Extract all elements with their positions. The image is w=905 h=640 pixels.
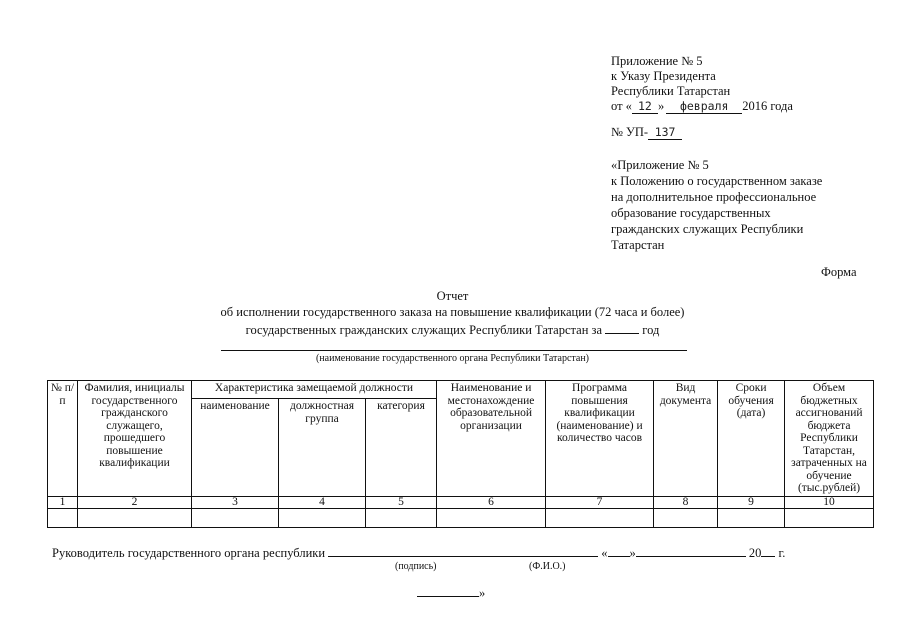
org-caption: (наименование государственного органа Республики Татарстан)	[315, 353, 590, 364]
date-month: февраля	[666, 99, 742, 114]
table-header-row	[48, 381, 874, 399]
col-number: 1	[48, 496, 78, 508]
table-cell	[546, 508, 654, 527]
col-number: 8	[654, 496, 718, 508]
fio-caption: (Ф.И.О.)	[529, 561, 566, 572]
col-number: 7	[546, 496, 654, 508]
signature-blank	[328, 544, 598, 557]
appendix-date	[611, 99, 793, 114]
date-mid: »	[657, 99, 665, 113]
table-cell	[654, 508, 718, 527]
date-day: 12	[632, 99, 658, 114]
header-doc: Вид документа	[654, 381, 718, 497]
year-blank	[605, 321, 639, 334]
appendix-number	[611, 125, 682, 140]
appendix-line-1: Приложение № 5	[611, 54, 703, 68]
table-cell	[48, 508, 78, 527]
quote-appendix-line-4: образование государственных	[611, 206, 771, 220]
header-position: Характеристика замещаемой должности	[192, 381, 437, 399]
quote-appendix-line-1: «Приложение № 5	[611, 158, 709, 172]
report-title: Отчет	[436, 289, 469, 303]
year-suffix: г.	[778, 546, 786, 560]
sign-caption: (подпись)	[395, 561, 437, 572]
quote-close: »	[629, 546, 636, 560]
head-signature-line	[52, 544, 785, 561]
table-cell	[718, 508, 785, 527]
appendix-line-3: Республики Татарстан	[611, 84, 731, 98]
table-cell	[366, 508, 437, 527]
table-cell	[437, 508, 546, 527]
day-blank	[608, 544, 630, 557]
subtitle-pre: государственных гражданских служащих Республики Татарстан за	[245, 323, 602, 337]
date-prefix: от «	[611, 99, 632, 113]
quote-appendix-line-6: Татарстан	[611, 238, 665, 252]
quote-appendix-line-5: гражданских служащих Республики	[611, 222, 804, 236]
table-cell	[785, 508, 874, 527]
head-label: Руководитель государственного органа республики	[52, 546, 326, 560]
year-prefix: 20	[748, 546, 762, 560]
report-subtitle-2	[0, 321, 905, 338]
quote-appendix-line-2: к Положению о государственном заказе	[611, 174, 823, 188]
header-org: Наименование и местонахождение образовательной организации	[437, 381, 546, 497]
report-table	[47, 380, 874, 528]
table-number-row	[48, 496, 874, 508]
header-fio: Фамилия, инициалы государственного гражданского служащего, прошедшего повышение квалификации	[78, 381, 192, 497]
date-suffix: 2016 года	[742, 99, 793, 113]
number-prefix: № УП-	[611, 125, 649, 139]
table-row	[48, 508, 874, 527]
header-budget: Объем бюджетных ассигнований бюджета Республики Татарстан, затраченных на обучение (тыс.рублей)	[785, 381, 874, 497]
number-value: 137	[648, 125, 682, 140]
col-number: 3	[192, 496, 279, 508]
subtitle-post: год	[642, 323, 660, 337]
year-suffix-blank	[761, 544, 775, 557]
col-number: 10	[785, 496, 874, 508]
closing-blank	[417, 584, 479, 597]
quote-open: «	[601, 546, 608, 560]
org-name-line	[221, 350, 687, 351]
table-cell	[279, 508, 366, 527]
appendix-line-2: к Указу Президента	[611, 69, 716, 83]
header-pos-group: должностная группа	[279, 399, 366, 496]
header-program: Программа повышения квалификации (наименование) и количество часов	[546, 381, 654, 497]
col-number: 9	[718, 496, 785, 508]
closing-quote: »	[479, 586, 486, 600]
header-terms: Сроки обучения (дата)	[718, 381, 785, 497]
header-pos-category: категория	[366, 399, 437, 496]
table-cell	[192, 508, 279, 527]
form-label: Форма	[821, 265, 857, 279]
col-number: 2	[78, 496, 192, 508]
closing-line	[417, 584, 485, 601]
table-cell	[78, 508, 192, 527]
header-pos-name: наименование	[192, 399, 279, 496]
report-subtitle: об исполнении государственного заказа на повышение квалификации (72 часа и более)	[220, 305, 685, 319]
month-blank	[636, 544, 746, 557]
col-number: 5	[366, 496, 437, 508]
header-num: № п/п	[48, 381, 78, 497]
col-number: 4	[279, 496, 366, 508]
quote-appendix-line-3: на дополнительное профессиональное	[611, 190, 817, 204]
col-number: 6	[437, 496, 546, 508]
